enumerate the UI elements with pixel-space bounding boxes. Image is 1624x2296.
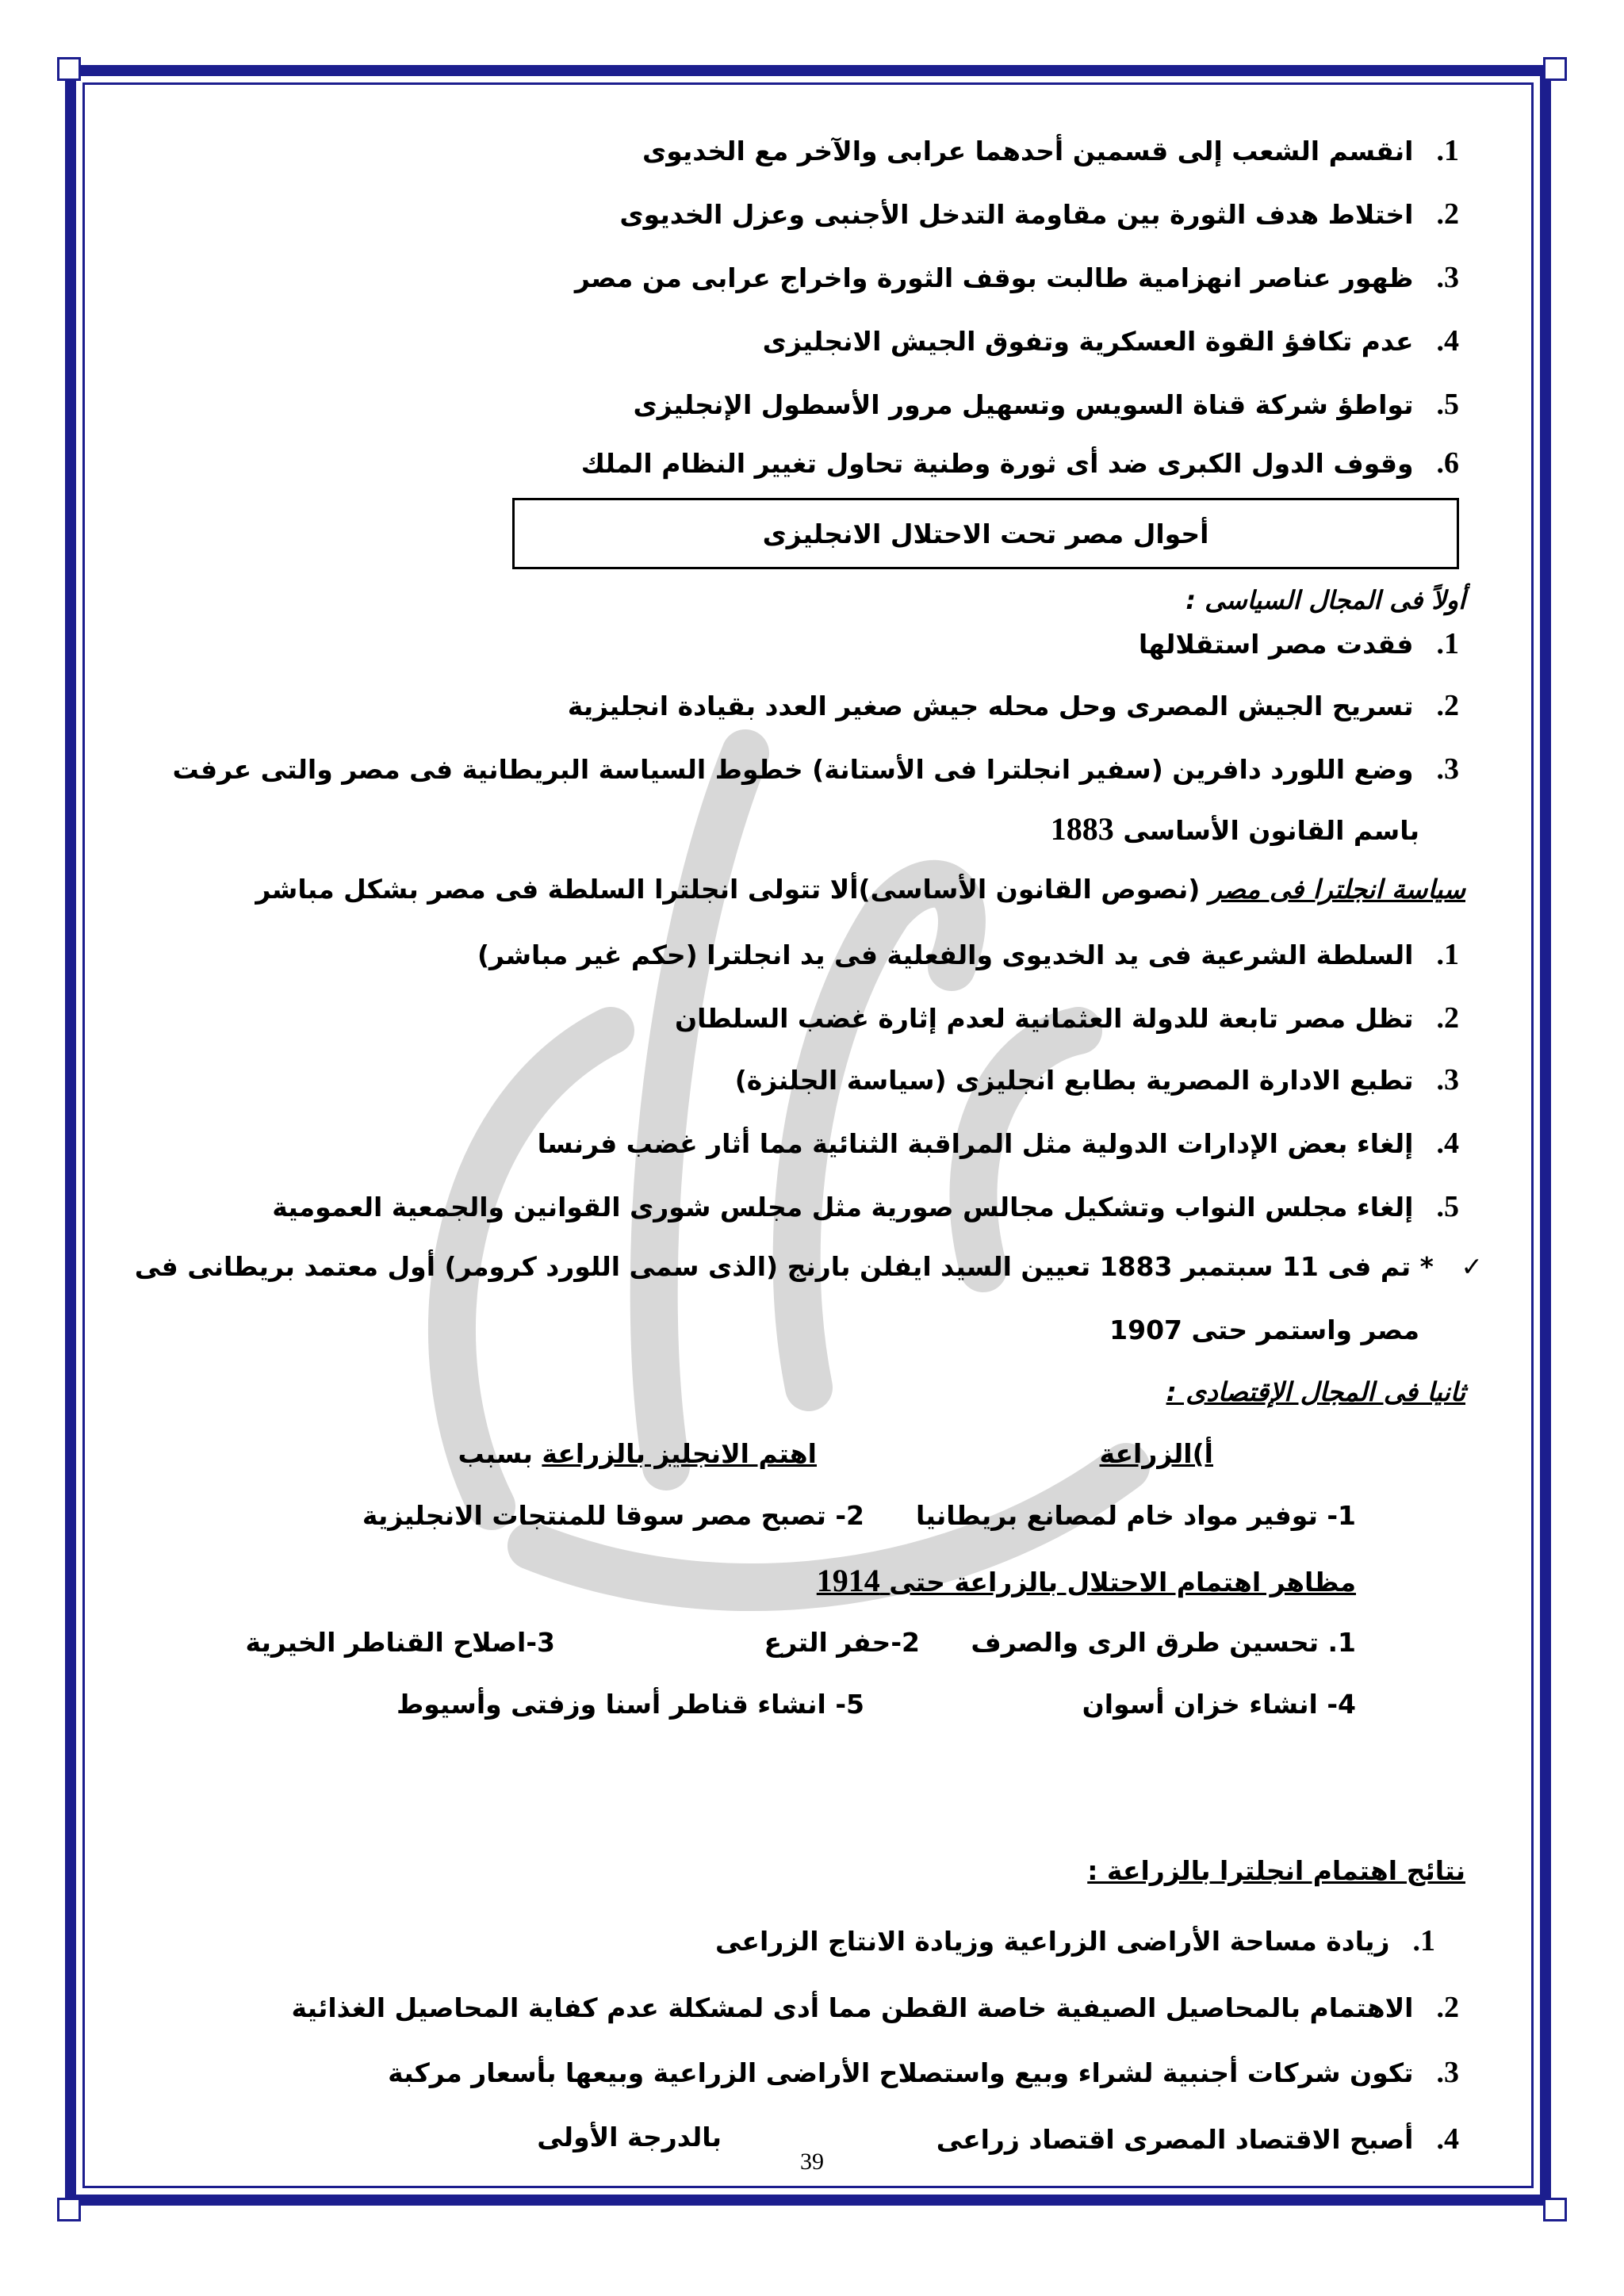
list-item: 1. زيادة مساحة الأراضى الزراعية وزيادة الانتاج الزراعى bbox=[715, 1924, 1435, 1957]
border-corner-top-left bbox=[57, 57, 81, 81]
list-item: 6. وقوف الدول الكبرى ضد أى ثورة وطنية تحاول تغيير النظام الملك bbox=[580, 446, 1459, 480]
list-item: 2. الاهتمام بالمحاصيل الصيفية خاصة القطن مما أدى لمشكلة عدم كفاية المحاصيل الغذائية bbox=[291, 1991, 1459, 2024]
list-item-extra: بالدرجة الأولى bbox=[537, 2122, 722, 2152]
list-item: 3. ظهور عناصر انهزامية طالبت بوقف الثورة واخراج عرابى من مصر bbox=[574, 261, 1459, 294]
list-item: 4. أصبح الاقتصاد المصرى اقتصاد زراعى bbox=[936, 2122, 1459, 2156]
policy-heading: سياسة انجلترا فى مصر (نصوص القانون الأساسى)ألا تتولى انجلترا السلطة فى مصر بشكل مباشر bbox=[255, 874, 1465, 905]
note-line-continuation: مصر واستمر حتى 1907 bbox=[1109, 1314, 1419, 1345]
list-item: 2. تظل مصر تابعة للدولة العثمانية لعدم إثارة غضب السلطان bbox=[674, 1001, 1459, 1035]
economic-heading: ثانيا فى المجال الإقتصادى : bbox=[1166, 1376, 1465, 1407]
section-title-box: أحوال مصر تحت الاحتلال الانجليزى bbox=[512, 498, 1459, 569]
list-item: 1. فقدت مصر استقلالها bbox=[1138, 627, 1459, 660]
list-item: 5. تواطؤ شركة قناة السويس وتسهيل مرور الأسطول الإنجليزى bbox=[633, 388, 1459, 421]
aspect-1: 1. تحسين طرق الرى والصرف bbox=[971, 1627, 1356, 1658]
note-line: ✓ * تم فى 11 سبتمبر 1883 تعيين السيد ايفلن بارنج (الذى سمى اللورد كرومر) أول معتمد بريطانى فى bbox=[134, 1251, 1483, 1282]
list-item-continuation: باسم القانون الأساسى 1883 bbox=[1050, 811, 1419, 847]
check-icon: ✓ bbox=[1461, 1251, 1483, 1282]
border-corner-bottom-right bbox=[1543, 2198, 1567, 2221]
aspect-2: 2-حفر الترع bbox=[764, 1627, 920, 1658]
aspect-3: 3-اصلاح القناطر الخيرية bbox=[245, 1627, 555, 1658]
list-item: 2. تسريح الجيش المصرى وحل محله جيش صغير العدد بقيادة انجليزية bbox=[567, 689, 1459, 722]
reason-2: 2- تصبح مصر سوقا للمنتجات الانجليزية bbox=[362, 1500, 864, 1531]
list-item: 1. السلطة الشرعية فى يد الخديوى والفعلية فى يد انجلترا (حكم غير مباشر) bbox=[477, 938, 1459, 971]
aspect-5: 5- انشاء قناطر أسنا وزفتى وأسيوط bbox=[396, 1689, 864, 1720]
agriculture-label: أ)الزراعة bbox=[1099, 1438, 1213, 1469]
border-corner-bottom-left bbox=[57, 2198, 81, 2221]
list-item: 1. انقسم الشعب إلى قسمين أحدهما عرابى والآخر مع الخديوى bbox=[642, 134, 1459, 167]
list-item: 4. إلغاء بعض الإدارات الدولية مثل المراقبة الثنائية مما أثار غضب فرنسا bbox=[537, 1127, 1459, 1160]
border-corner-top-right bbox=[1543, 57, 1567, 81]
list-item: 2. اختلاط هدف الثورة بين مقاومة التدخل الأجنبى وعزل الخديوى bbox=[619, 197, 1459, 231]
list-item: 3. تكون شركات أجنبية لشراء وبيع واستصلاح الأراضى الزراعية وبيعها بأسعار مركبة bbox=[388, 2056, 1459, 2089]
list-item: 3. وضع اللورد دافرين (سفير انجلترا فى الأستانة) خطوط السياسة البريطانية فى مصر والتى عرفت bbox=[172, 752, 1459, 786]
reason-1: 1- توفير مواد خام لمصانع بريطانيا bbox=[916, 1500, 1356, 1531]
aspects-title: مظاهر اهتمام الاحتلال بالزراعة حتى 1914 bbox=[816, 1563, 1356, 1598]
political-heading: أولاً فى المجال السياسى : bbox=[1185, 585, 1465, 615]
page-content bbox=[119, 119, 1483, 2156]
aspect-4: 4- انشاء خزان أسوان bbox=[1082, 1689, 1356, 1720]
list-item: 4. عدم تكافؤ القوة العسكرية وتفوق الجيش الانجليزى bbox=[762, 324, 1459, 358]
interest-label: اهتم الانجليز بالزراعة بسبب bbox=[458, 1438, 817, 1469]
page-number: 39 bbox=[800, 2149, 824, 2175]
results-heading: نتائج اهتمام انجلترا بالزراعة : bbox=[1087, 1855, 1465, 1886]
list-item: 3. تطبع الادارة المصرية بطابع انجليزى (سياسة الجلنزة) bbox=[734, 1063, 1459, 1096]
list-item: 5. إلغاء مجلس النواب وتشكيل مجالس صورية مثل مجلس شورى القوانين والجمعية العمومية bbox=[272, 1190, 1459, 1223]
